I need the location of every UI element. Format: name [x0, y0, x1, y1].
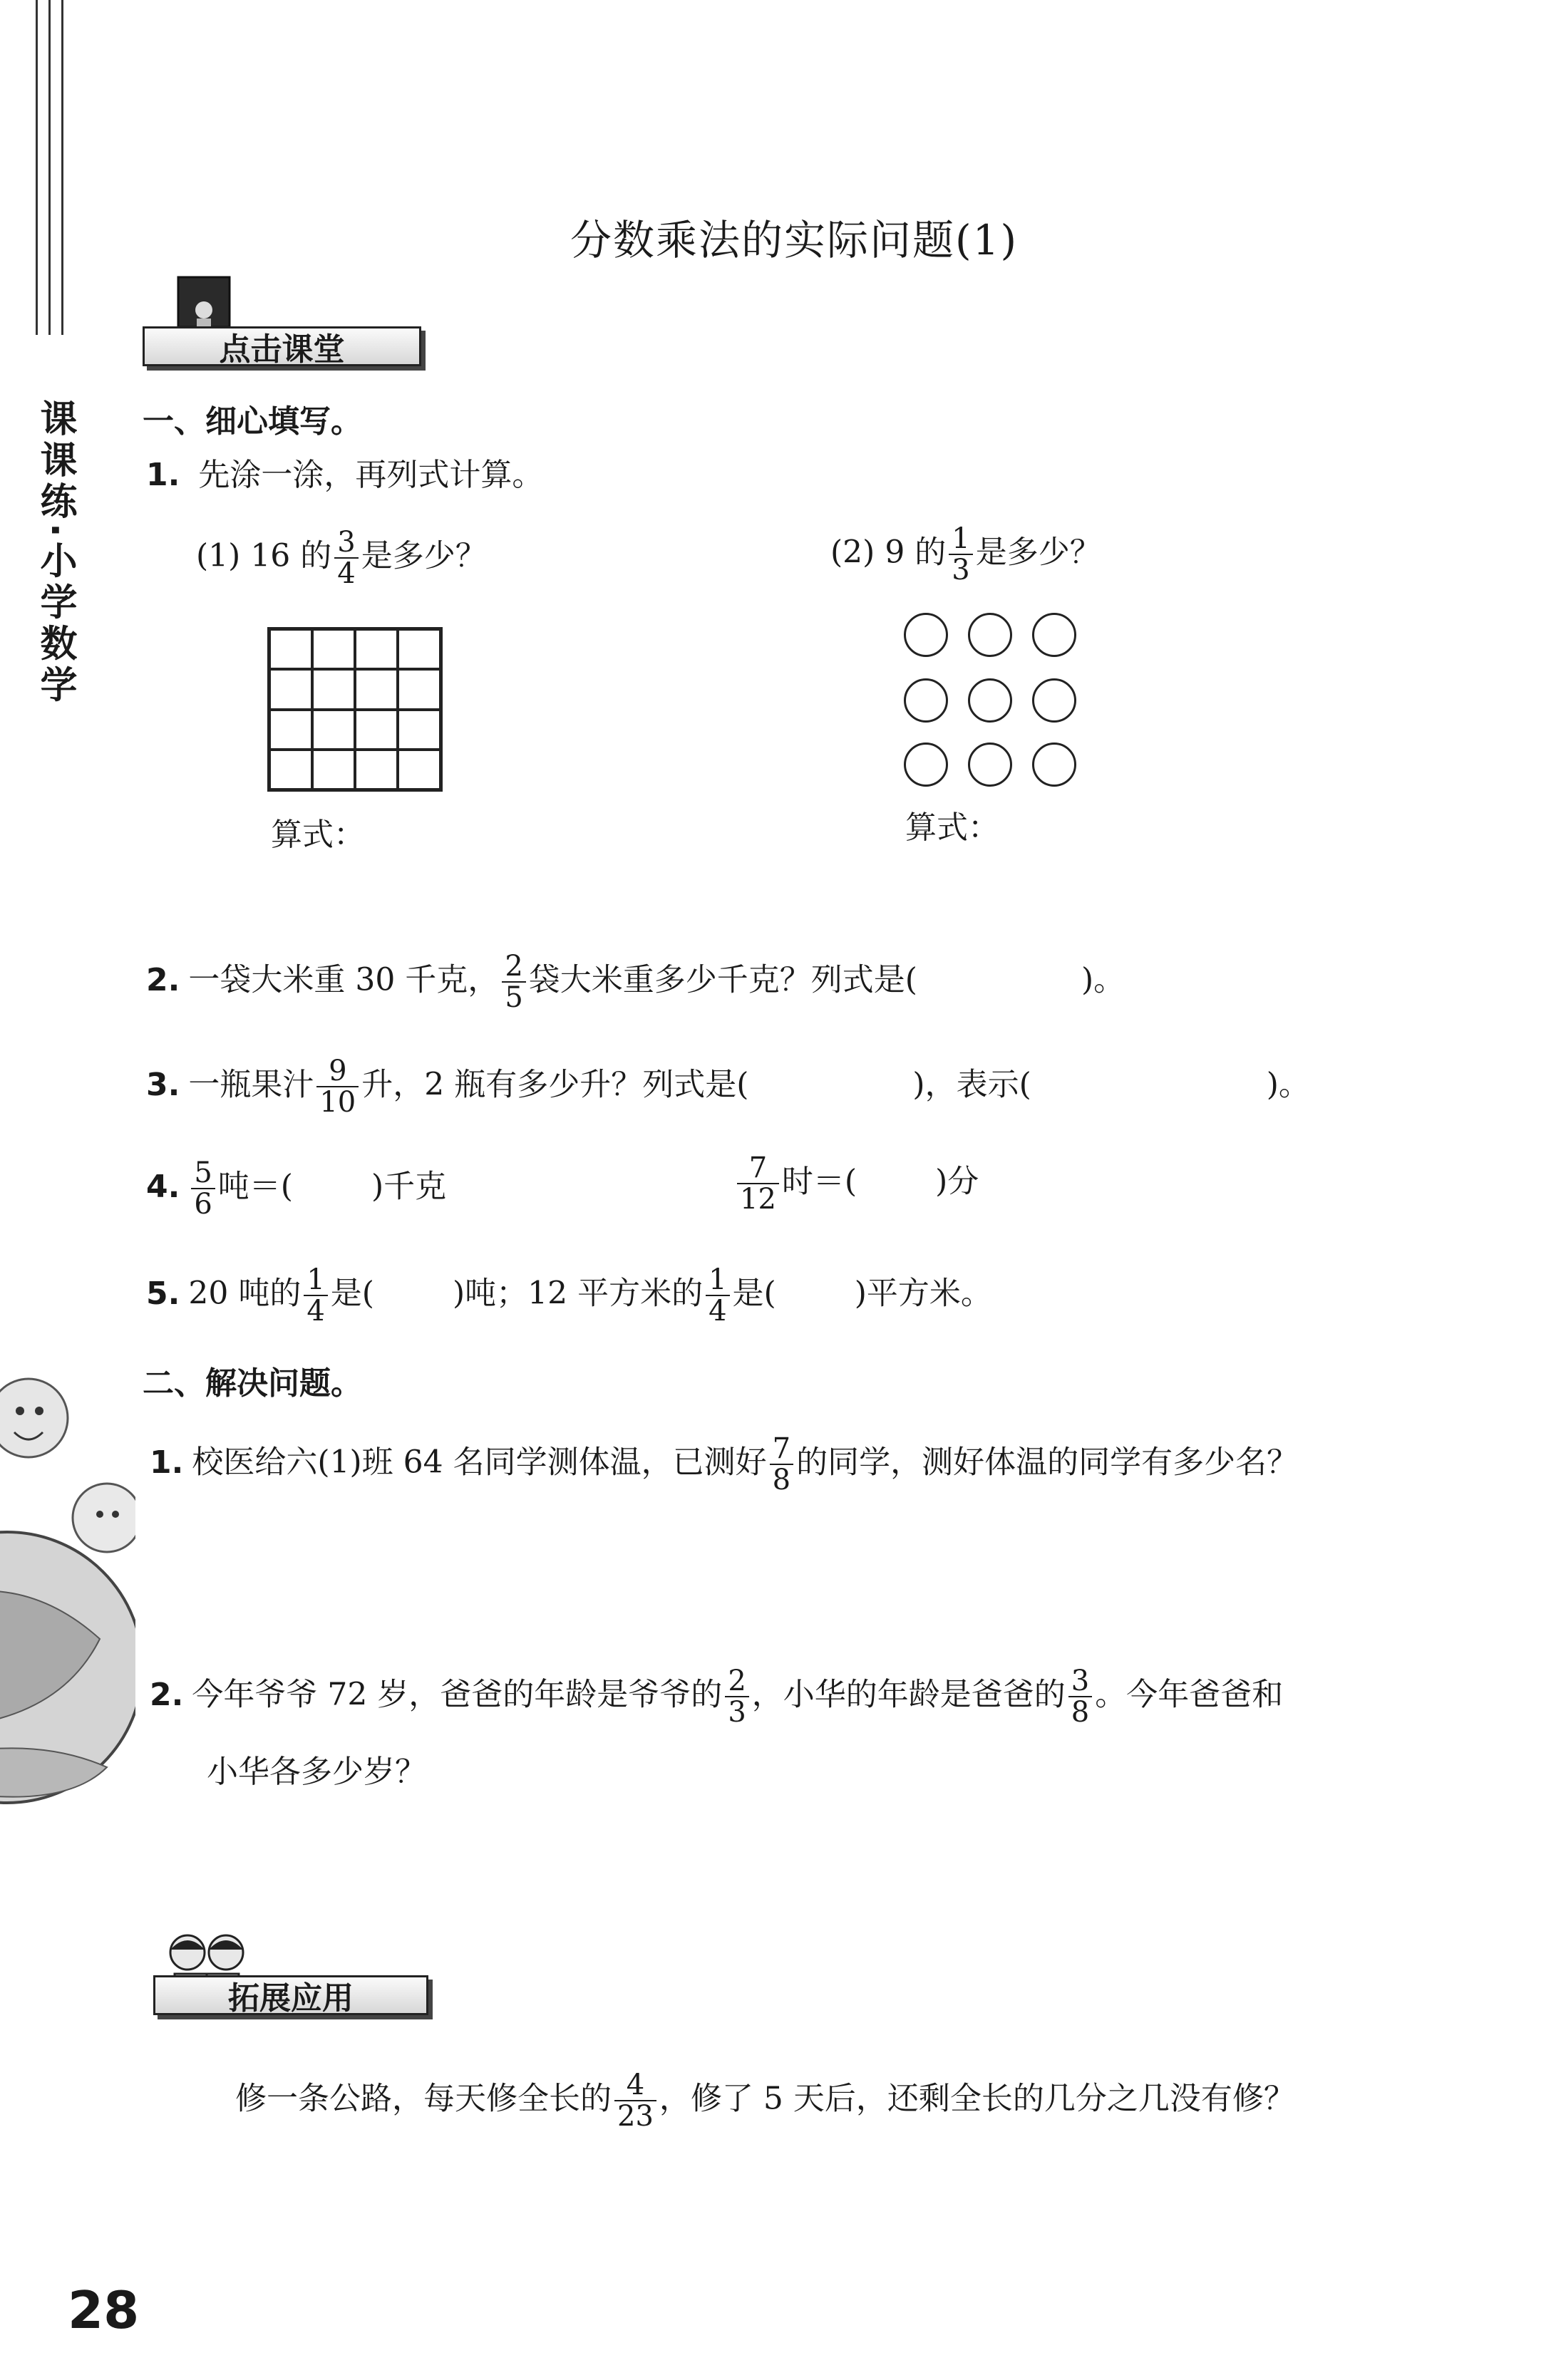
grid-cell[interactable] [312, 710, 355, 750]
fraction [502, 951, 525, 1013]
numerator: 5 [194, 1157, 212, 1189]
fraction [191, 1158, 215, 1219]
grid-cell[interactable] [355, 629, 398, 669]
sub-question-text: 是多少？ [361, 537, 487, 574]
question-number: 2. [150, 1676, 184, 1713]
denominator: 4 [334, 557, 358, 589]
question-text: )，表示( [912, 1066, 1031, 1103]
question-number: 3. [146, 1066, 180, 1103]
fraction [737, 1153, 779, 1214]
question-text: 是( [732, 1275, 776, 1312]
badge-classroom: 点击课堂 [143, 326, 421, 366]
question-number: 1. [150, 1444, 184, 1481]
numerator: 2 [505, 950, 523, 983]
fraction [706, 1265, 729, 1326]
denominator: 4 [304, 1295, 327, 1326]
fraction [1068, 1666, 1092, 1727]
denominator: 4 [706, 1295, 729, 1326]
grid-cell[interactable] [355, 750, 398, 790]
extension-question [235, 2070, 1295, 2131]
question-2 [146, 951, 1125, 1013]
denominator: 12 [737, 1183, 779, 1214]
question-text: 一瓶果汁 [188, 1066, 314, 1103]
circle[interactable] [1032, 678, 1076, 723]
problem-1 [150, 1434, 1298, 1495]
question-text: )吨；12 平方米的 [452, 1275, 704, 1312]
question-text: 袋大米重多少千克？列式是( [528, 961, 917, 998]
numerator: 9 [329, 1055, 347, 1087]
grid-cell[interactable] [355, 710, 398, 750]
page-title: 分数乘法的实际问题(1) [570, 216, 1019, 264]
problem-2-line2: 小华各多少岁？ [207, 1754, 426, 1790]
question-text: 。今年爸爸和 [1095, 1676, 1284, 1713]
question-number: 5. [146, 1275, 180, 1312]
badge-extend: 拓展应用 [153, 1975, 428, 2015]
question-text: 先涂一涂，再列式计算。 [198, 457, 544, 493]
grid-cell[interactable] [355, 669, 398, 709]
denominator: 10 [316, 1086, 359, 1117]
grid-cell[interactable] [398, 669, 441, 709]
question-text: )平方米。 [854, 1275, 992, 1312]
question-1-sub2 [830, 524, 1101, 585]
spine-line [61, 0, 63, 335]
problem-2 [150, 1666, 1283, 1727]
numerator: 3 [1071, 1665, 1090, 1697]
spine-line [36, 0, 38, 335]
grid-cell[interactable] [269, 669, 312, 709]
grid-cell[interactable] [269, 629, 312, 669]
question-4b [734, 1153, 979, 1214]
question-text: )分 [935, 1163, 979, 1200]
question-1-sub1 [196, 527, 487, 589]
fraction [316, 1056, 359, 1117]
denominator: 8 [770, 1464, 793, 1495]
globe-illustration [0, 1340, 135, 1881]
section-solve: 二、解决问题。 [143, 1365, 362, 1402]
side-title: 课课练·小学数学 [34, 399, 76, 707]
circle[interactable] [968, 678, 1012, 723]
question-text: )千克 [371, 1168, 447, 1205]
circle[interactable] [968, 743, 1012, 787]
question-text: 吨＝( [217, 1168, 293, 1205]
question-text: 20 吨的 [188, 1275, 302, 1312]
sub-question-text: (2) 9 的 [830, 534, 947, 571]
numerator: 7 [772, 1432, 791, 1465]
question-text: 升，2 瓶有多少升？列式是( [361, 1066, 749, 1103]
question-text: 是( [330, 1275, 374, 1312]
question-text: 校医给六(1)班 64 名同学测体温，已测好 [192, 1444, 767, 1481]
question-text: 时＝( [781, 1163, 857, 1200]
circle[interactable] [904, 678, 948, 723]
denominator: 3 [725, 1696, 748, 1727]
circle[interactable] [1032, 613, 1076, 657]
circle[interactable] [904, 743, 948, 787]
question-text: 的同学，测好体温的同学有多少名？ [796, 1444, 1299, 1481]
numerator: 3 [337, 526, 356, 559]
coloring-grid[interactable] [267, 627, 443, 792]
question-number: 1. [146, 457, 180, 493]
denominator: 6 [191, 1188, 215, 1219]
question-text: 今年爷爷 72 岁，爸爸的年龄是爷爷的 [192, 1676, 723, 1713]
numerator: 1 [709, 1263, 727, 1296]
page-number: 28 [68, 2280, 140, 2340]
question-number: 4. [146, 1168, 180, 1205]
section-fill-in: 一、细心填写。 [143, 403, 362, 440]
question-5 [146, 1265, 992, 1326]
question-3 [146, 1056, 1310, 1117]
spine-line [48, 0, 51, 335]
grid-cell[interactable] [269, 750, 312, 790]
numerator: 7 [748, 1152, 768, 1184]
question-4 [146, 1158, 446, 1219]
numerator: 1 [306, 1263, 325, 1296]
grid-cell[interactable] [398, 750, 441, 790]
question-text: ，小华的年龄是爸爸的 [751, 1676, 1066, 1713]
grid-cell[interactable] [312, 629, 355, 669]
numerator: 1 [952, 522, 970, 555]
question-1 [146, 457, 544, 493]
grid-cell[interactable] [398, 629, 441, 669]
grid-cell[interactable] [398, 710, 441, 750]
circle[interactable] [1032, 743, 1076, 787]
denominator: 5 [502, 981, 525, 1013]
question-text: 一袋大米重 30 千克， [188, 961, 500, 998]
question-text: )。 [1081, 961, 1125, 998]
grid-cell[interactable] [312, 750, 355, 790]
grid-cell[interactable] [312, 669, 355, 709]
fraction [304, 1265, 327, 1326]
question-text: )。 [1266, 1066, 1310, 1103]
grid-cell[interactable] [269, 710, 312, 750]
numerator: 4 [626, 2069, 645, 2101]
fraction [614, 2070, 656, 2131]
fraction [725, 1666, 748, 1727]
fraction [949, 524, 972, 585]
numerator: 2 [728, 1665, 746, 1697]
denominator: 23 [614, 2100, 656, 2131]
formula-label: 算式： [905, 809, 999, 846]
question-number: 2. [146, 961, 180, 998]
denominator: 3 [949, 554, 972, 585]
circle[interactable] [968, 613, 1012, 657]
fraction [770, 1434, 793, 1495]
question-text: ，修了 5 天后，还剩全长的几分之几没有修？ [659, 2080, 1295, 2117]
circle[interactable] [904, 613, 948, 657]
sub-question-text: 是多少？ [975, 534, 1101, 571]
question-text: 修一条公路，每天修全长的 [235, 2080, 612, 2117]
denominator: 8 [1068, 1696, 1092, 1727]
sub-question-text: (1) 16 的 [196, 537, 332, 574]
formula-label: 算式： [271, 817, 365, 853]
fraction [334, 527, 358, 589]
